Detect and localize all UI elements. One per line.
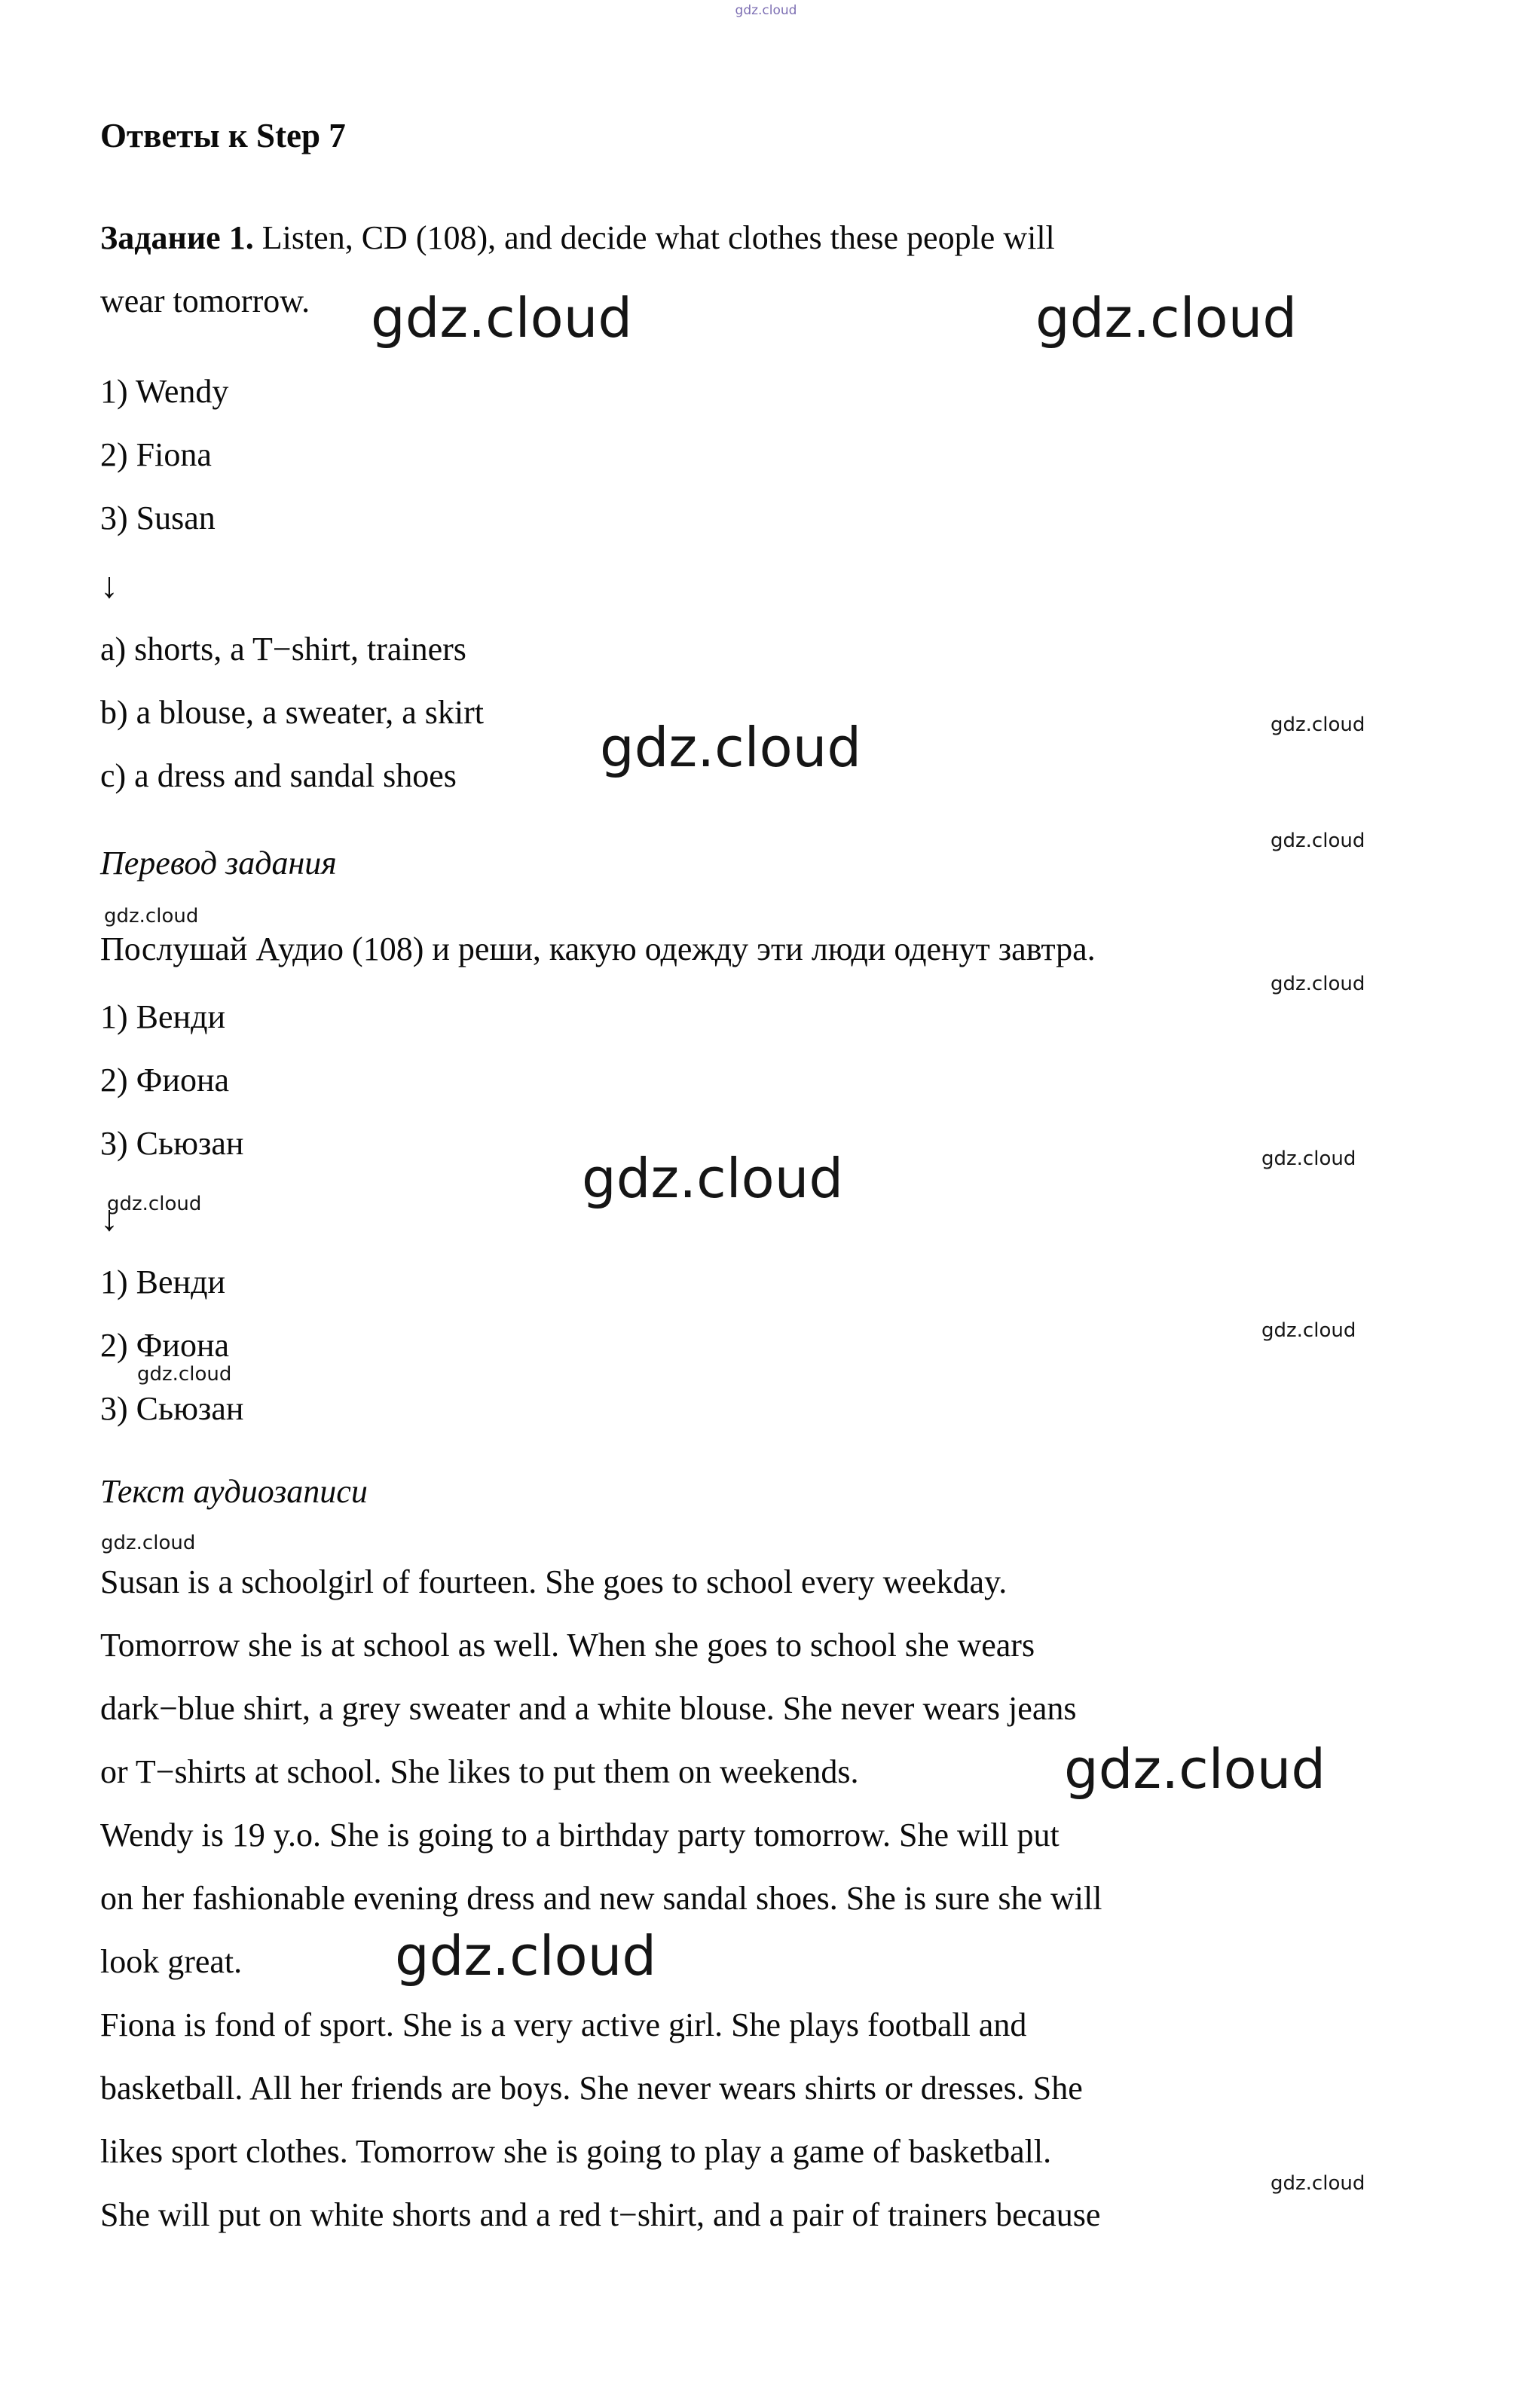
list-item-wendy: 1) Wendy bbox=[100, 373, 229, 410]
audio-line: dark−blue shirt, a grey sweater and a white blouse. She never wears jeans bbox=[100, 1690, 1077, 1727]
down-arrow: ↓ bbox=[100, 1199, 118, 1239]
audio-script-text bbox=[100, 1551, 1427, 2247]
watermark-small: gdz.cloud bbox=[101, 1532, 196, 1554]
task-label: Задание 1. bbox=[100, 219, 254, 256]
list-item-vendy: 1) Венди bbox=[100, 998, 226, 1035]
watermark-large: gdz.cloud bbox=[395, 1924, 657, 1988]
watermark-small: gdz.cloud bbox=[1271, 973, 1365, 995]
audio-line: Wendy is 19 y.o. She is going to a birthday party tomorrow. She will put bbox=[100, 1817, 1060, 1853]
task-intro-text: Listen, CD (108), and decide what clothes these people will bbox=[261, 219, 1055, 256]
watermark-small: gdz.cloud bbox=[1271, 2172, 1365, 2195]
watermark-large: gdz.cloud bbox=[1064, 1737, 1326, 1801]
list-item-vendy-2: 1) Венди bbox=[100, 1264, 226, 1300]
watermark-small: gdz.cloud bbox=[104, 905, 199, 927]
watermark-small: gdz.cloud bbox=[1271, 714, 1365, 736]
watermark-large: gdz.cloud bbox=[1035, 286, 1298, 350]
list-item-fiona-ru-2: 2) Фиона bbox=[100, 1327, 230, 1364]
watermark-large: gdz.cloud bbox=[582, 1147, 844, 1210]
audio-line: She will put on white shorts and a red t−shirt, and a pair of trainers because bbox=[100, 2196, 1101, 2233]
audio-line: or T−shirts at school. She likes to put them on weekends. bbox=[100, 1753, 859, 1790]
audio-line: Tomorrow she is at school as well. When she goes to school she wears bbox=[100, 1627, 1035, 1664]
watermark-large: gdz.cloud bbox=[371, 286, 633, 350]
option-a: a) shorts, a T−shirt, trainers bbox=[100, 631, 466, 668]
watermark-small: gdz.cloud bbox=[107, 1193, 202, 1215]
translation-people-list-2 bbox=[100, 1251, 1427, 1441]
watermark-small: gdz.cloud bbox=[137, 1363, 232, 1386]
audio-line: Susan is a schoolgirl of fourteen. She goes to school every weekday. bbox=[100, 1563, 1008, 1600]
list-item-fiona: 2) Fiona bbox=[100, 436, 212, 473]
list-item-susan: 3) Susan bbox=[100, 500, 216, 536]
translation-heading: Перевод задания bbox=[100, 845, 337, 882]
audio-line: look great. bbox=[100, 1943, 243, 1980]
task-people-list bbox=[100, 360, 1427, 550]
audio-line: basketball. All her friends are boys. She never wears shirts or dresses. She bbox=[100, 2070, 1083, 2107]
watermark-large: gdz.cloud bbox=[600, 716, 862, 779]
audio-script-heading: Текст аудиозаписи bbox=[100, 1473, 368, 1510]
list-item-susan-ru: 3) Сьюзан bbox=[100, 1125, 244, 1162]
watermark-small: gdz.cloud bbox=[1261, 1319, 1356, 1342]
translation-intro: Послушай Аудио (108) и реши, какую одежду эти люди оденут завтра. bbox=[100, 931, 1096, 967]
task-options-list bbox=[100, 618, 1427, 808]
list-item-fiona-ru: 2) Фиона bbox=[100, 1062, 230, 1099]
audio-line: on her fashionable evening dress and new sandal shoes. She is sure she will bbox=[100, 1880, 1102, 1917]
watermark-small: gdz.cloud bbox=[1261, 1147, 1356, 1170]
watermark-top: gdz.cloud bbox=[735, 3, 797, 18]
audio-line: likes sport clothes. Tomorrow she is going to play a game of basketball. bbox=[100, 2133, 1052, 2170]
task-intro-line-2: wear tomorrow. bbox=[100, 283, 310, 319]
down-arrow: ↓ bbox=[100, 566, 118, 606]
list-item-susan-ru-2: 3) Сьюзан bbox=[100, 1390, 244, 1427]
page-title: Ответы к Step 7 bbox=[100, 117, 346, 154]
option-b: b) a blouse, a sweater, a skirt bbox=[100, 694, 484, 731]
watermark-small: gdz.cloud bbox=[1271, 830, 1365, 852]
audio-line: Fiona is fond of sport. She is a very active girl. She plays football and bbox=[100, 2006, 1027, 2043]
task-intro-line-1 bbox=[100, 206, 1427, 270]
option-c: c) a dress and sandal shoes bbox=[100, 757, 457, 794]
